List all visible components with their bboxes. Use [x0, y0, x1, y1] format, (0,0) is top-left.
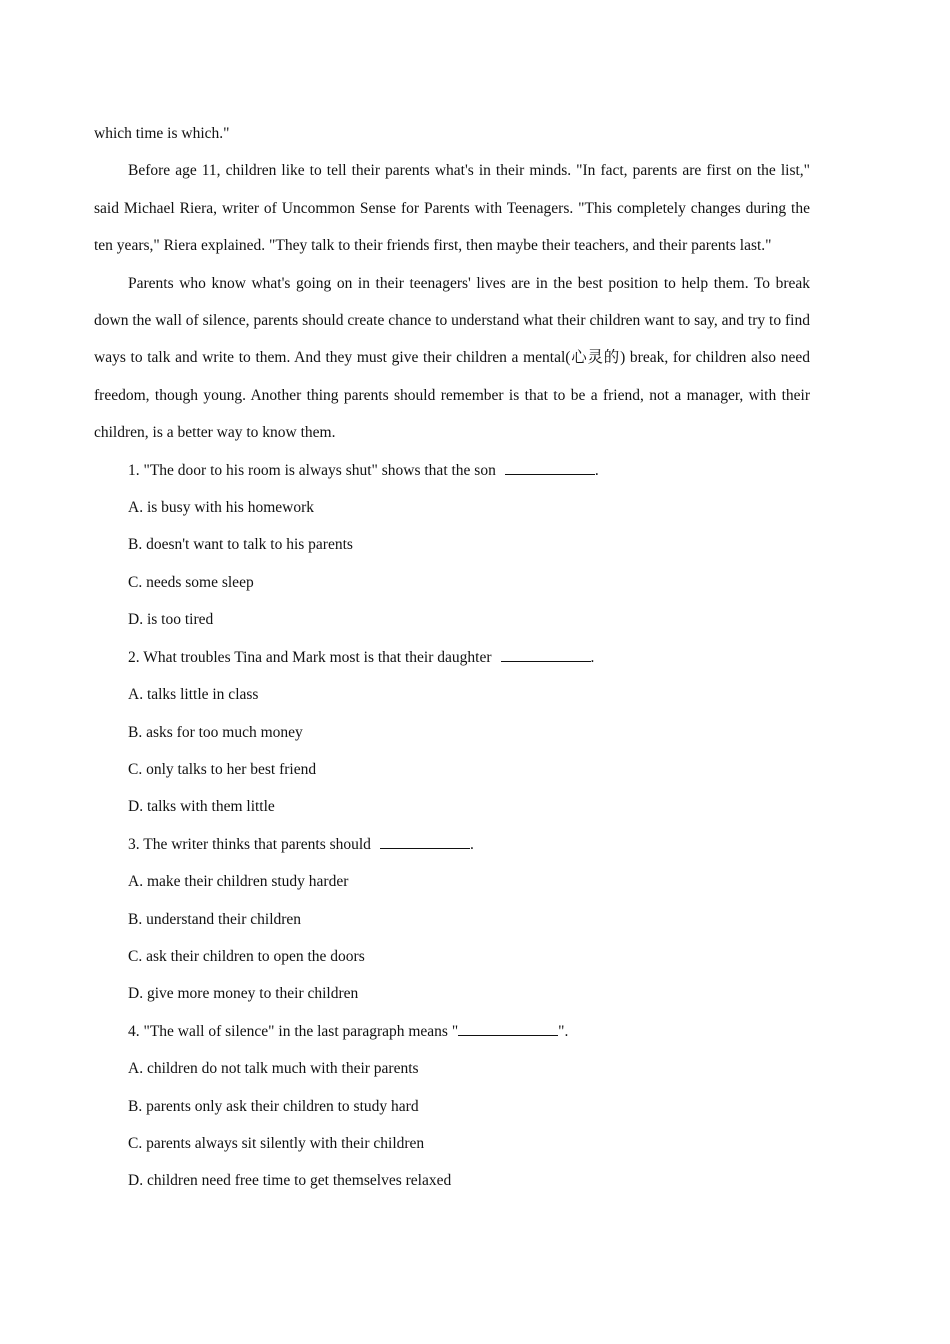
question-1-option-b: B. doesn't want to talk to his parents: [128, 536, 353, 554]
question-2-blank: [501, 647, 591, 662]
question-4-option-c: C. parents always sit silently with their children: [128, 1134, 425, 1152]
question-4-option-b: B. parents only ask their children to study hard: [128, 1097, 419, 1115]
question-3-option-c: C. ask their children to open the doors: [128, 947, 365, 965]
question-4-option-a: A. children do not talk much with their parents: [128, 1060, 419, 1078]
question-3-option-b: B. understand their children: [128, 910, 302, 928]
question-4-option-d: D. children need free time to get themselves relaxed: [128, 1172, 452, 1190]
question-3-option-d: D. give more money to their children: [128, 985, 359, 1003]
question-4-blank: [458, 1021, 558, 1036]
passage-paragraph-2: Before age 11, children like to tell their parents what's in their minds. "In fact, parents are first on the list," said Michael Riera, writer of Uncommon Sense for Parents with Teenagers. "This completely changes during the ten years," Riera explained. "They talk to their friends first, then maybe their teachers, and their parents last.": [94, 162, 810, 255]
question-1-stem: 1. "The door to his room is always shut" shows that the son .: [128, 461, 599, 479]
question-2-stem: 2. What troubles Tina and Mark most is that their daughter .: [128, 648, 595, 666]
question-1-option-c: C. needs some sleep: [128, 573, 254, 591]
passage-paragraph-3: Parents who know what's going on in their teenagers' lives are in the best position to help them. To break down the wall of silence, parents should create chance to understand what their children want to say, and try to find ways to talk and write to them. And they must give their children a mental(心灵的) break, for children also need freedom, though young. Another thing parents should remember is that to be a friend, not a manager, with their children, is a better way to know them.: [94, 274, 810, 442]
question-2-option-b: B. asks for too much money: [128, 723, 303, 741]
passage-continuation: which time is which.": [94, 125, 230, 142]
question-1-blank: [505, 460, 595, 475]
question-2-option-c: C. only talks to her best friend: [128, 760, 317, 778]
question-2-option-d: D. talks with them little: [128, 798, 275, 816]
question-1-option-d: D. is too tired: [128, 611, 214, 629]
question-3-option-a: A. make their children study harder: [128, 873, 349, 891]
question-4-stem: 4. "The wall of silence" in the last paragraph means " ".: [128, 1022, 569, 1040]
document-page: [94, 115, 810, 1200]
question-3-stem: 3. The writer thinks that parents should .: [128, 835, 474, 853]
question-2-option-a: A. talks little in class: [128, 686, 259, 704]
question-1-option-a: A. is busy with his homework: [128, 499, 314, 517]
question-3-blank: [380, 834, 470, 849]
